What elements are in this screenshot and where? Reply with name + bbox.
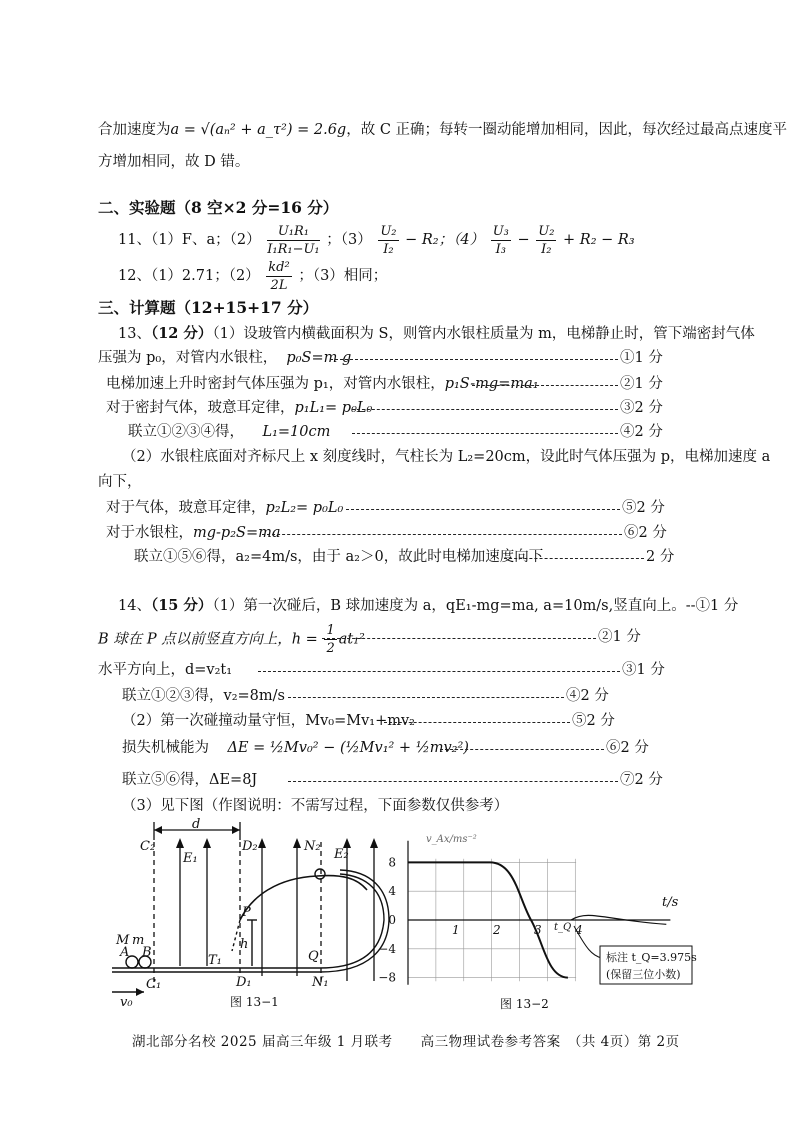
label: C₁: [146, 977, 162, 992]
label: Q: [308, 949, 319, 964]
text-line: 方增加相同，故 D 错。: [98, 154, 250, 170]
score: ⑥2 分: [606, 740, 649, 756]
text-line: （2）第一次碰撞动量守恒，Mv₀=Mv₁+mv₂: [122, 713, 415, 729]
x-tick-label: 3: [534, 923, 542, 937]
x-tick-label: 1: [452, 923, 460, 937]
label: N₁: [312, 975, 329, 990]
trajectory: [240, 876, 367, 920]
figure-caption: 图 13−1: [230, 995, 279, 1009]
label: T₁: [208, 953, 222, 968]
label: v₀: [120, 995, 133, 1010]
dash-leader: [346, 509, 620, 510]
text-line: 对于气体，玻意耳定律，p₂L₂= p₀L₀: [106, 500, 344, 516]
score: ⑥2 分: [624, 525, 667, 541]
score: ①1 分: [620, 350, 663, 366]
y-tick-label: 8: [388, 855, 396, 870]
y-axis-label: v_Ax/ms⁻²: [426, 834, 477, 845]
dash-leader: [330, 359, 618, 360]
text-line: B 球在 P 点以前竖直方向上，h = $\frac{1}{2}$ at₁²: [98, 623, 365, 656]
figure-13-2: [378, 828, 700, 1011]
text-line: 联立①②③得，v₂=8m/s: [122, 688, 285, 704]
fraction: $\frac{\text{U₁R₁}}{\text{I₁R₁−U₁}}$: [267, 223, 320, 257]
y-tick-label: −4: [378, 941, 396, 956]
y-tick-label: 0: [388, 913, 396, 927]
dash-leader: [288, 697, 564, 698]
dash-leader: [262, 534, 622, 535]
text-line: 损失机械能为 ΔE = ½Mv₀² − (½Mv₁² + ½mv₂²): [122, 740, 469, 756]
ball-top: [315, 869, 325, 879]
score: ③2 分: [620, 400, 663, 416]
score: ④2 分: [566, 688, 609, 704]
score: ②1 分: [598, 629, 641, 645]
x-tick-label: 2: [493, 923, 501, 937]
text-line: 电梯加速上升时密封气体压强为 p₁，对管内水银柱，p₁S-mg=ma₁: [106, 376, 539, 392]
label: m: [132, 933, 145, 948]
label: M: [116, 933, 130, 948]
text-line: 对于水银柱，mg-p₂S=ma: [106, 525, 281, 541]
dash-leader: [440, 749, 604, 750]
y-tick-label: 4: [388, 884, 396, 899]
label: h: [240, 937, 249, 952]
x-axis-label: t/s: [662, 895, 679, 910]
label: d: [192, 817, 201, 832]
dash-leader: [352, 433, 618, 434]
text-line: 水平方向上，d=v₂t₁: [98, 662, 233, 678]
text-line: 对于密封气体，玻意耳定律，p₁L₁= p₀L₀: [106, 400, 373, 416]
score: ③1 分: [622, 662, 665, 678]
score: ⑤2 分: [572, 713, 615, 729]
fraction: $\frac{\text{U₂}}{\text{I₂}}$: [538, 223, 555, 257]
figure-caption: 图 13−2: [500, 997, 549, 1011]
label: N₂: [304, 839, 321, 854]
label: E₂: [334, 847, 349, 862]
score: ②1 分: [620, 376, 663, 392]
dash-leader: [472, 385, 618, 386]
figure-13-1: [112, 816, 408, 1008]
label: B: [142, 945, 152, 960]
annotation-text: (保留三位小数): [606, 968, 681, 981]
text-line: 向下，: [98, 474, 142, 490]
label: E₁: [183, 851, 198, 866]
label: P: [242, 905, 251, 920]
fraction: $\frac{\text{kd²}}{2L}$: [268, 259, 290, 293]
label: C₂: [140, 839, 156, 854]
label: D₂: [242, 839, 258, 854]
text-line: 联立①②③④得， L₁=10cm: [128, 424, 331, 440]
annotation-text: 标注 t_Q=3.975s: [606, 951, 697, 964]
dash-leader: [352, 409, 618, 410]
x-tick-label: 4: [575, 923, 583, 937]
dash-leader: [258, 671, 620, 672]
label: A: [120, 945, 130, 960]
score: 2 分: [646, 549, 675, 565]
text-line: （3）见下图（作图说明：不需写过程，下面参数仅供参考）: [122, 798, 509, 814]
section-heading: 二、实验题（8 空×2 分=16 分）: [98, 198, 339, 217]
text-line: 14、（15 分）（1）第一次碰后，B 球加速度为 a，qE₁-mg=ma, a=10m/s,竖直向上。--①1 分: [118, 597, 739, 614]
formula: a = √(aₙ² + a_τ²) = 2.6g: [170, 122, 347, 138]
dash-leader: [504, 558, 644, 559]
text-line: 合加速度为a = √(aₙ² + a_τ²) = 2.6g，故 C 正确；每转一圈动能增加相同，因此，每次经过最高点速度平: [98, 122, 788, 138]
label: D₁: [236, 975, 252, 990]
score: ⑦2 分: [620, 772, 663, 788]
dash-leader: [384, 722, 570, 723]
text-line: 压强为 p₀，对管内水银柱， p₀S=m g: [98, 350, 352, 366]
fraction: $\frac{\text{U₂}}{\text{I₂}}$: [380, 223, 397, 257]
page-footer: 湖北部分名校 2025 届高三年级 1 月联考 高三物理试卷参考答案 （共 4页）第 2页: [132, 1034, 680, 1050]
answer-q11: 11、（1）F、a；（2） $\frac{\text{U₁R₁}}{\text{I₁R₁−U₁}}$ ；（3） $\frac{\text{U₂}}{\text{I₂}}$ − R₂；（4） $\frac{\text{U₃}}{\text{I₃}}$ − $\frac{\text{U₂}}{\text{I₂}}$ + R₂ − R₃: [118, 223, 635, 257]
text-line: 联立①⑤⑥得，a₂=4m/s，由于 a₂＞0，故此时电梯加速度向下: [134, 549, 544, 565]
dash-leader: [322, 638, 596, 639]
text-line: 13、（12 分）（1）设玻管内横截面积为 S，则管内水银柱质量为 m，电梯静止时，管下端密封气体: [118, 325, 755, 342]
dash-leader: [288, 781, 618, 782]
score: ④2 分: [620, 424, 663, 440]
y-tick-label: −8: [378, 970, 396, 985]
tq-label: t_Q: [554, 922, 572, 933]
score: ⑤2 分: [622, 500, 665, 516]
fraction: $\frac{\text{U₃}}{\text{I₃}}$: [492, 223, 509, 257]
answer-q12: 12、（1）2.71；（2） $\frac{\text{kd²}}{2L}$ ；（3）相同；: [118, 259, 388, 293]
text-line: 联立⑤⑥得，ΔE=8J: [122, 772, 258, 788]
text-line: （2）水银柱底面对齐标尺上 x 刻度线时，气柱长为 L₂=20cm，设此时气体压强为 p，电梯加速度 a: [122, 449, 771, 465]
section-heading: 三、计算题（12+15+17 分）: [98, 298, 319, 317]
